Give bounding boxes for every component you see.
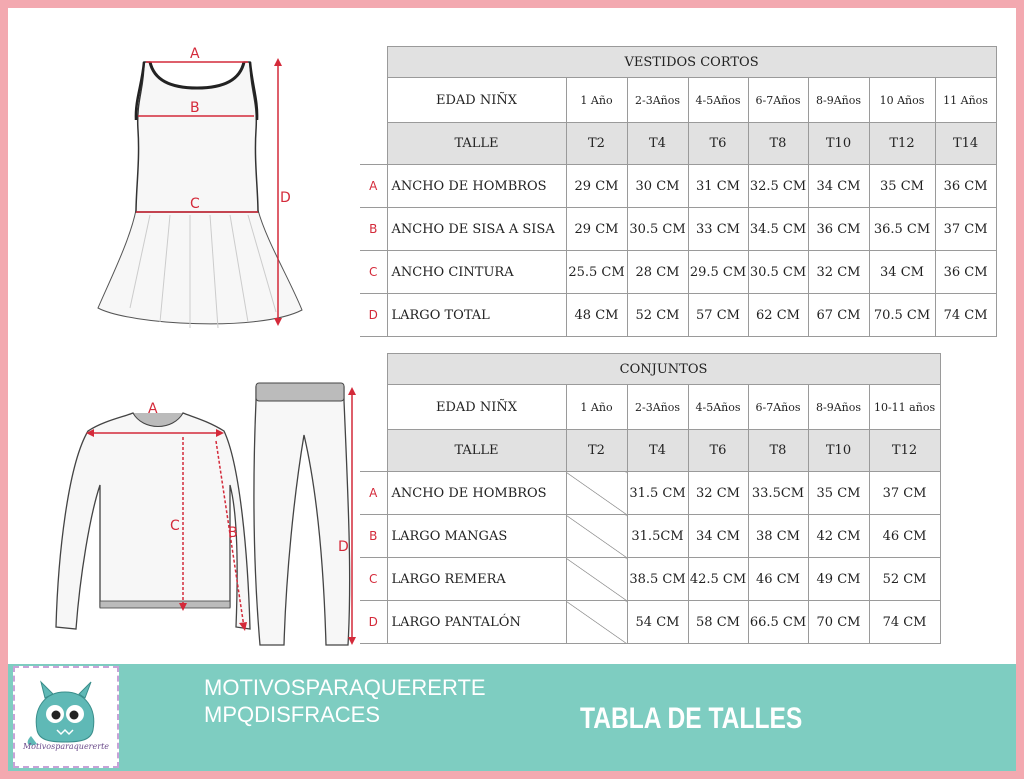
row-label: LARGO REMERA — [387, 558, 566, 601]
value-cell: 28 CM — [627, 251, 688, 294]
value-cell: 35 CM — [808, 472, 869, 515]
value-cell: 62 CM — [748, 294, 808, 337]
value-cell: 34 CM — [688, 515, 748, 558]
size-cell: T10 — [808, 430, 869, 472]
row-label: LARGO PANTALÓN — [387, 601, 566, 644]
size-header: TALLE — [387, 123, 566, 165]
value-cell: 32.5 CM — [748, 165, 808, 208]
size-cell: T6 — [688, 123, 748, 165]
value-cell: 42.5 CM — [688, 558, 748, 601]
row-letter: D — [360, 601, 387, 644]
value-cell: 31.5 CM — [627, 472, 688, 515]
value-cell: 46 CM — [748, 558, 808, 601]
age-header: EDAD NIÑX — [387, 385, 566, 430]
dress-table-title: VESTIDOS CORTOS — [387, 47, 996, 78]
table-row — [360, 515, 940, 558]
value-cell: 67 CM — [808, 294, 869, 337]
row-label: LARGO MANGAS — [387, 515, 566, 558]
set-label-d: D — [338, 539, 349, 555]
value-cell: 36 CM — [935, 251, 996, 294]
value-cell: 36.5 CM — [869, 208, 935, 251]
dress-illustration — [90, 40, 310, 340]
value-cell: 74 CM — [935, 294, 996, 337]
value-cell: 58 CM — [688, 601, 748, 644]
brand-line-2: MPQDISFRACES — [204, 702, 381, 727]
age-cell: 1 Año — [566, 78, 627, 123]
size-cell: T6 — [688, 430, 748, 472]
dress-label-d: D — [280, 190, 291, 206]
value-cell: 34 CM — [869, 251, 935, 294]
age-cell: 8-9Años — [808, 78, 869, 123]
set-label-a: A — [148, 401, 158, 417]
row-label: ANCHO DE HOMBROS — [387, 472, 566, 515]
age-cell: 1 Año — [566, 385, 627, 430]
age-cell: 6-7Años — [748, 78, 808, 123]
row-label: ANCHO CINTURA — [387, 251, 566, 294]
value-cell: 74 CM — [869, 601, 940, 644]
row-letter: A — [360, 165, 387, 208]
set-label-b: B — [228, 525, 238, 541]
row-letter: D — [360, 294, 387, 337]
value-cell: 38.5 CM — [627, 558, 688, 601]
value-cell: 32 CM — [688, 472, 748, 515]
value-cell: 37 CM — [935, 208, 996, 251]
value-cell: 33 CM — [688, 208, 748, 251]
value-cell: 31.5CM — [627, 515, 688, 558]
size-cell: T12 — [869, 430, 940, 472]
value-cell: 32 CM — [808, 251, 869, 294]
row-letter: A — [360, 472, 387, 515]
size-chart-title: TABLA DE TALLES — [580, 702, 803, 735]
size-cell: T4 — [627, 430, 688, 472]
footer-banner — [8, 664, 1016, 771]
dress-label-c: C — [190, 196, 200, 212]
dress-label-a: A — [190, 46, 200, 62]
value-cell: 57 CM — [688, 294, 748, 337]
row-label: ANCHO DE SISA A SISA — [387, 208, 566, 251]
age-cell: 11 Años — [935, 78, 996, 123]
dress-label-b: B — [190, 100, 200, 116]
value-cell: 49 CM — [808, 558, 869, 601]
table-row — [360, 251, 996, 294]
age-cell: 4-5Años — [688, 385, 748, 430]
size-cell: T12 — [869, 123, 935, 165]
set-table-title: CONJUNTOS — [387, 354, 940, 385]
value-cell: 70 CM — [808, 601, 869, 644]
value-cell: 30.5 CM — [748, 251, 808, 294]
value-cell: 29.5 CM — [688, 251, 748, 294]
row-label: ANCHO DE HOMBROS — [387, 165, 566, 208]
set-label-c: C — [170, 518, 180, 534]
brand-logo — [13, 666, 119, 768]
age-cell: 8-9Años — [808, 385, 869, 430]
value-cell: 48 CM — [566, 294, 627, 337]
value-cell: 52 CM — [627, 294, 688, 337]
empty-slash-cell — [566, 515, 627, 558]
value-cell: 34 CM — [808, 165, 869, 208]
set-illustration — [48, 375, 368, 650]
row-letter: B — [360, 515, 387, 558]
size-cell: T10 — [808, 123, 869, 165]
table-row — [360, 294, 996, 337]
brand-text — [204, 674, 486, 728]
value-cell: 33.5CM — [748, 472, 808, 515]
set-size-table — [360, 353, 941, 644]
value-cell: 54 CM — [627, 601, 688, 644]
age-cell: 2-3Años — [627, 78, 688, 123]
brand-line-1: MOTIVOSPARAQUERERTE — [204, 675, 486, 700]
size-cell: T14 — [935, 123, 996, 165]
table-row — [360, 472, 940, 515]
value-cell: 25.5 CM — [566, 251, 627, 294]
value-cell: 34.5 CM — [748, 208, 808, 251]
value-cell: 36 CM — [935, 165, 996, 208]
value-cell: 38 CM — [748, 515, 808, 558]
dress-size-table — [360, 46, 997, 337]
empty-slash-cell — [566, 601, 627, 644]
table-row — [360, 165, 996, 208]
size-cell: T2 — [566, 123, 627, 165]
size-cell: T2 — [566, 430, 627, 472]
value-cell: 52 CM — [869, 558, 940, 601]
age-cell: 10 Años — [869, 78, 935, 123]
age-cell: 4-5Años — [688, 78, 748, 123]
age-header: EDAD NIÑX — [387, 78, 566, 123]
value-cell: 36 CM — [808, 208, 869, 251]
value-cell: 37 CM — [869, 472, 940, 515]
value-cell: 31 CM — [688, 165, 748, 208]
row-label: LARGO TOTAL — [387, 294, 566, 337]
age-cell: 2-3Años — [627, 385, 688, 430]
row-letter: B — [360, 208, 387, 251]
empty-slash-cell — [566, 558, 627, 601]
table-row — [360, 558, 940, 601]
empty-slash-cell — [566, 472, 627, 515]
value-cell: 35 CM — [869, 165, 935, 208]
table-row — [360, 208, 996, 251]
value-cell: 30.5 CM — [627, 208, 688, 251]
size-header: TALLE — [387, 430, 566, 472]
table-row — [360, 601, 940, 644]
value-cell: 42 CM — [808, 515, 869, 558]
value-cell: 66.5 CM — [748, 601, 808, 644]
size-cell: T8 — [748, 430, 808, 472]
value-cell: 70.5 CM — [869, 294, 935, 337]
value-cell: 46 CM — [869, 515, 940, 558]
size-cell: T8 — [748, 123, 808, 165]
row-letter: C — [360, 251, 387, 294]
logo-text: Motivosparaquererte — [22, 742, 110, 751]
size-cell: T4 — [627, 123, 688, 165]
value-cell: 29 CM — [566, 208, 627, 251]
value-cell: 29 CM — [566, 165, 627, 208]
value-cell: 30 CM — [627, 165, 688, 208]
age-cell: 10-11 años — [869, 385, 940, 430]
row-letter: C — [360, 558, 387, 601]
age-cell: 6-7Años — [748, 385, 808, 430]
